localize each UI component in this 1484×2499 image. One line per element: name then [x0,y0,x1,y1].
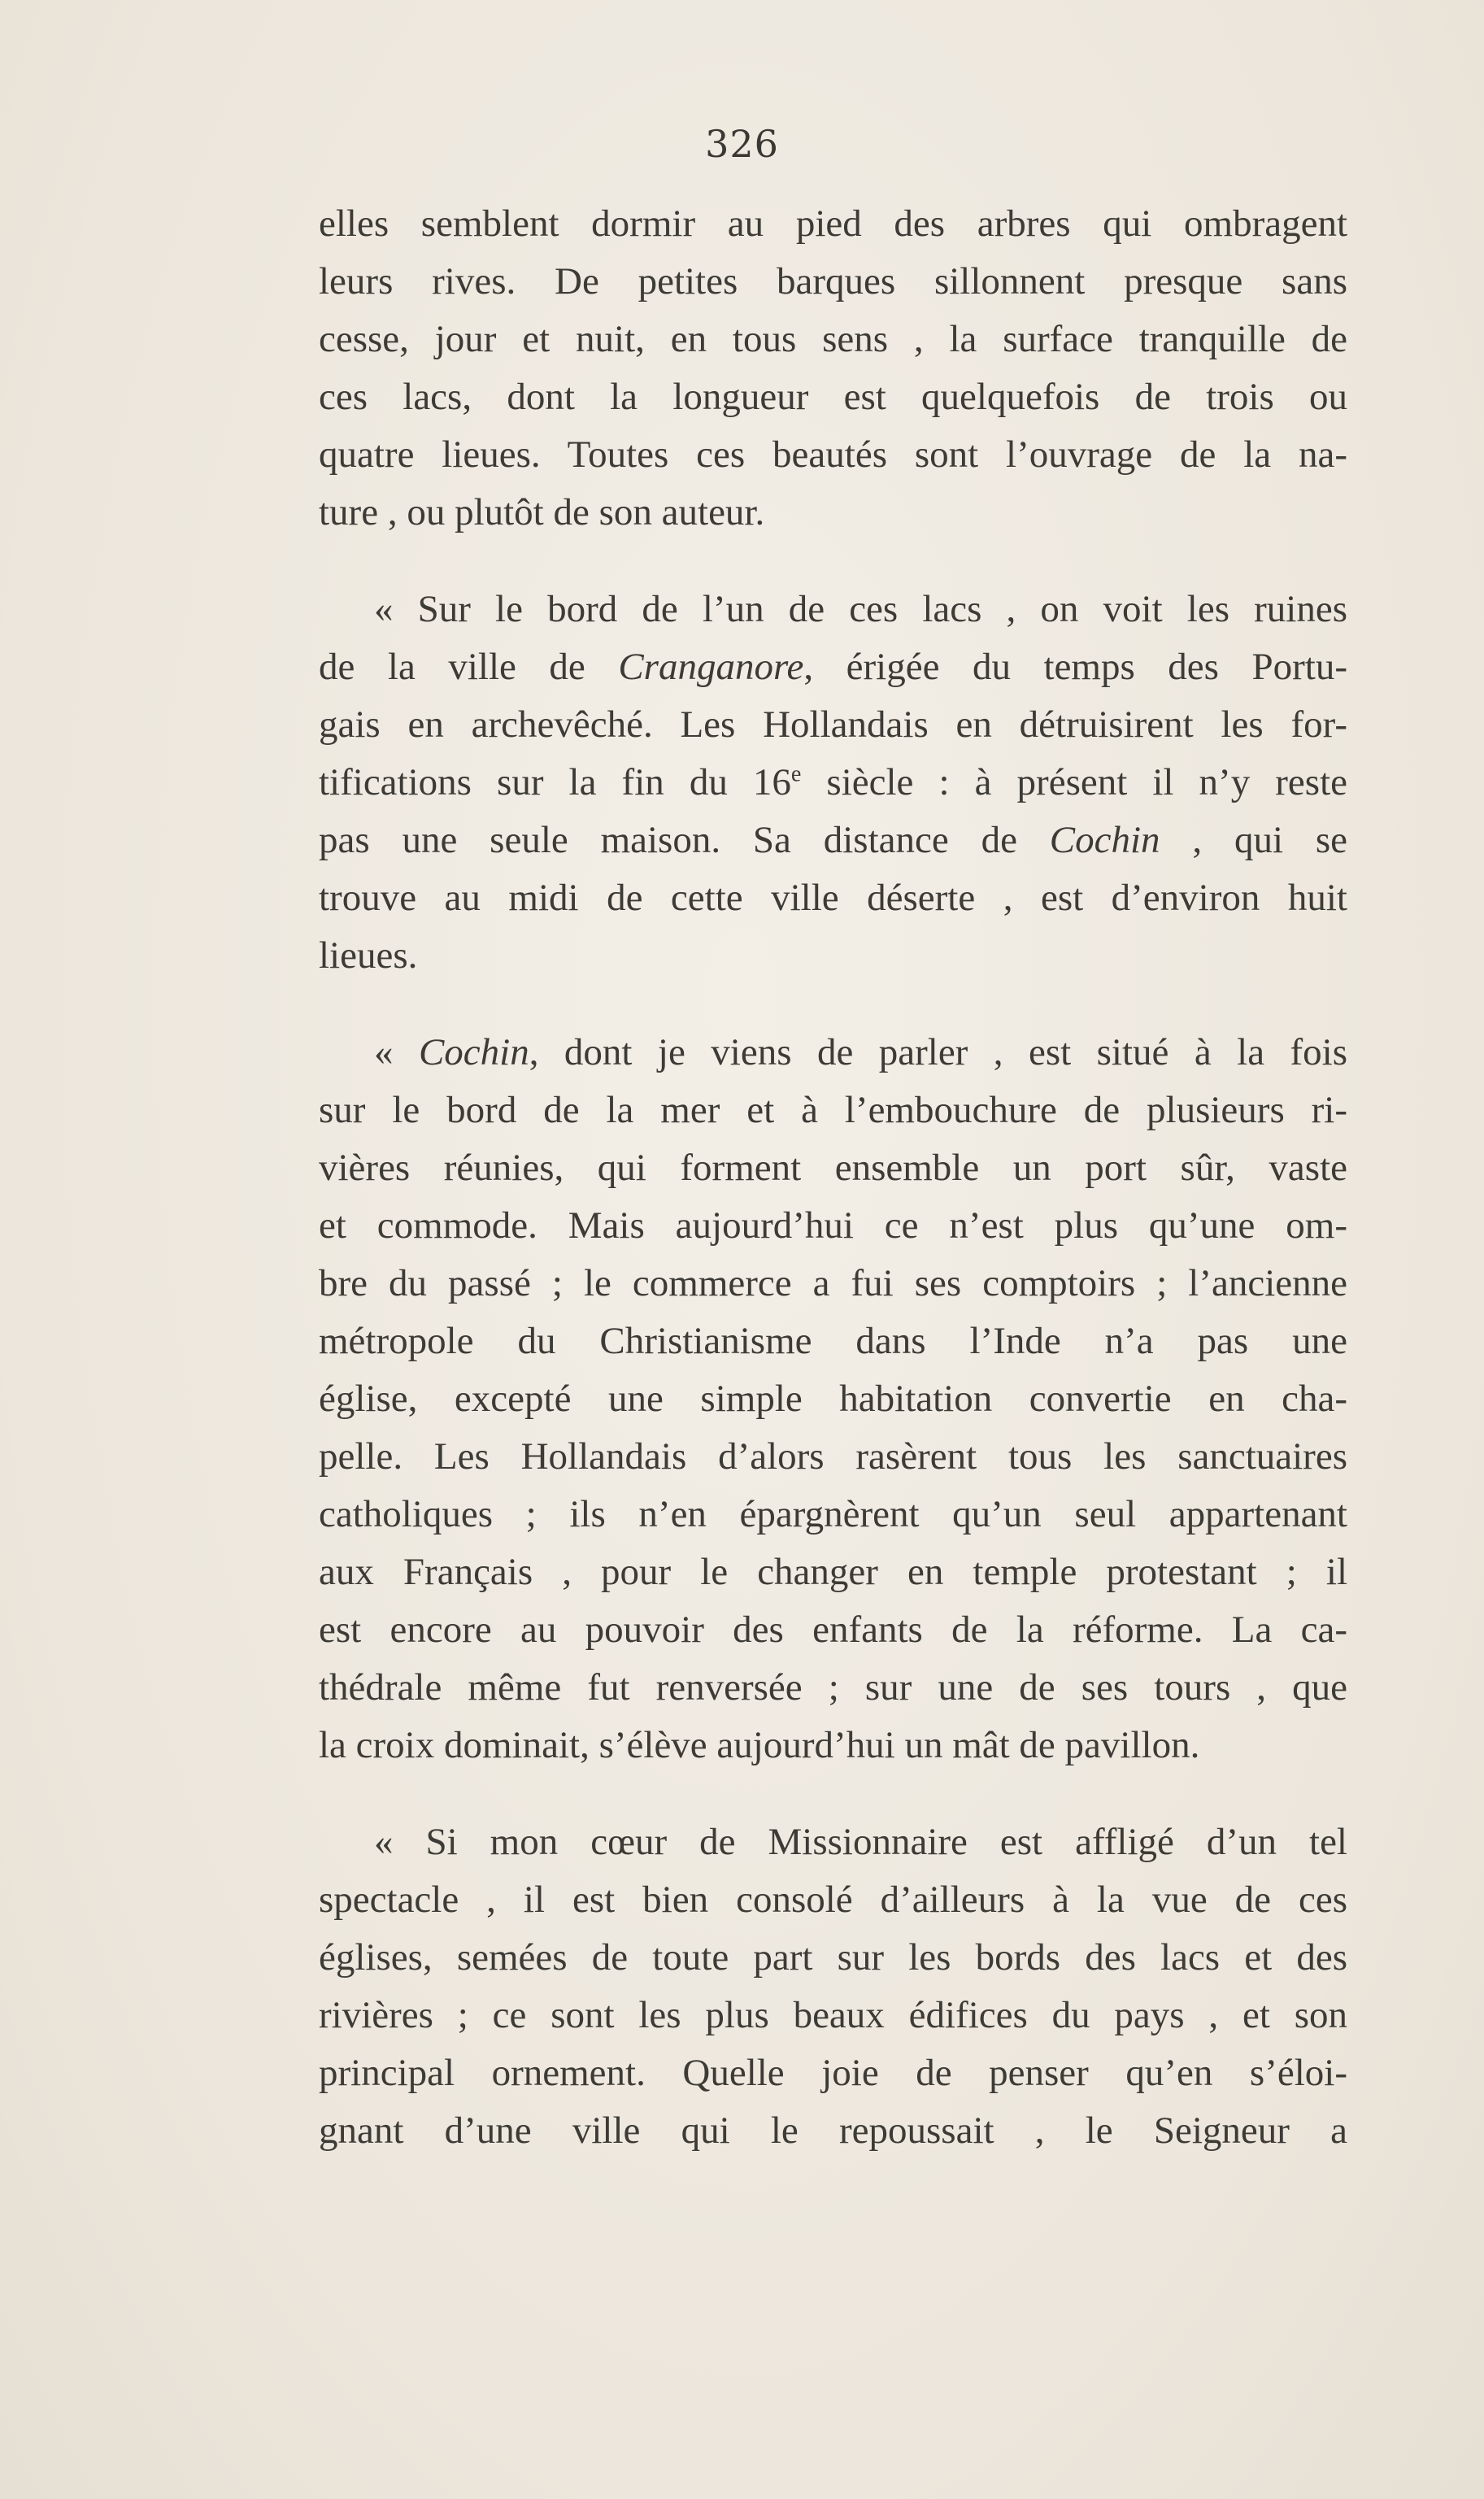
paragraph-3 [319,1024,1347,1774]
text-run: pas une seule maison. Sa distance de [319,819,1050,861]
text-line [319,812,1347,869]
superscript: e [790,761,802,787]
text-line: rivières ; ce sont les plus beaux édifices du pays , et son [319,1994,1347,2036]
text-line: gais en archevêché. Les Hollandais en détruisirent les for- [319,703,1347,746]
text-line: lieues. [319,934,418,977]
text-line: « Sur le bord de l’un de ces lacs , on voit les ruines [374,588,1347,630]
paragraph-1 [319,195,1347,542]
place-name: Cochin [1049,819,1160,861]
text-line: cesse, jour et nuit, en tous sens , la surface tranquille de [319,318,1347,360]
paragraph-2 [319,581,1347,985]
text-line [319,1024,1347,1082]
text-run: de la ville de [319,646,619,688]
text-line [319,754,1347,812]
text-run: « [374,1031,419,1073]
text-line: thédrale même fut renversée ; sur une de ses tours , que [319,1666,1347,1709]
text-line: catholiques ; ils n’en épargnèrent qu’un seul appartenant [319,1493,1347,1535]
text-run: tifications sur la fin du 16 [319,761,791,803]
text-line: vières réunies, qui forment ensemble un port sûr, vaste [319,1147,1347,1189]
text-line: elles semblent dormir au pied des arbres qui ombragent [319,202,1347,245]
text-line: trouve au midi de cette ville déserte , est d’environ huit [319,877,1347,919]
text-line: et commode. Mais aujourd’hui ce n’est plus qu’une om- [319,1204,1347,1247]
text-line: principal ornement. Quelle joie de penser qu’en s’éloi- [319,2052,1347,2094]
body-text [319,195,1347,2160]
text-line [319,638,1347,696]
text-line: ture , ou plutôt de son auteur. [319,491,765,533]
text-line: ces lacs, dont la longueur est quelquefois de trois ou [319,376,1347,418]
text-run: , qui se [1160,819,1347,861]
text-line: spectacle , il est bien consolé d’ailleurs à la vue de ces [319,1879,1347,1921]
text-line: leurs rives. De petites barques sillonnent presque sans [319,260,1347,303]
paragraph-4 [319,1813,1347,2160]
text-line: gnant d’une ville qui le repoussait , le Seigneur a [319,2109,1347,2152]
text-line: églises, semées de toute part sur les bords des lacs et des [319,1936,1347,1979]
text-line: aux Français , pour le changer en temple protestant ; il [319,1551,1347,1593]
text-run: , dont je viens de parler , est situé à la fois [529,1031,1348,1073]
text-line: métropole du Christianisme dans l’Inde n’a pas une [319,1320,1347,1362]
text-line: « Si mon cœur de Missionnaire est affligé d’un tel [374,1821,1347,1863]
text-line: quatre lieues. Toutes ces beautés sont l’ouvrage de la na- [319,433,1347,476]
text-run: , érigée du temps des Portu- [803,646,1347,688]
text-line: sur le bord de la mer et à l’embouchure de plusieurs ri- [319,1089,1347,1131]
text-line: bre du passé ; le commerce a fui ses comptoirs ; l’ancienne [319,1262,1347,1304]
text-line: pelle. Les Hollandais d’alors rasèrent tous les sanctuaires [319,1435,1347,1478]
text-line: est encore au pouvoir des enfants de la réforme. La ca- [319,1609,1347,1651]
text-line: église, excepté une simple habitation convertie en cha- [319,1378,1347,1420]
text-line: la croix dominait, s’élève aujourd’hui un mât de pavillon. [319,1724,1200,1766]
text-run: siècle : à présent il n’y reste [801,761,1347,803]
page-number: 326 [705,122,779,166]
place-name: Cochin [418,1031,529,1073]
place-name: Cranganore [618,646,804,688]
